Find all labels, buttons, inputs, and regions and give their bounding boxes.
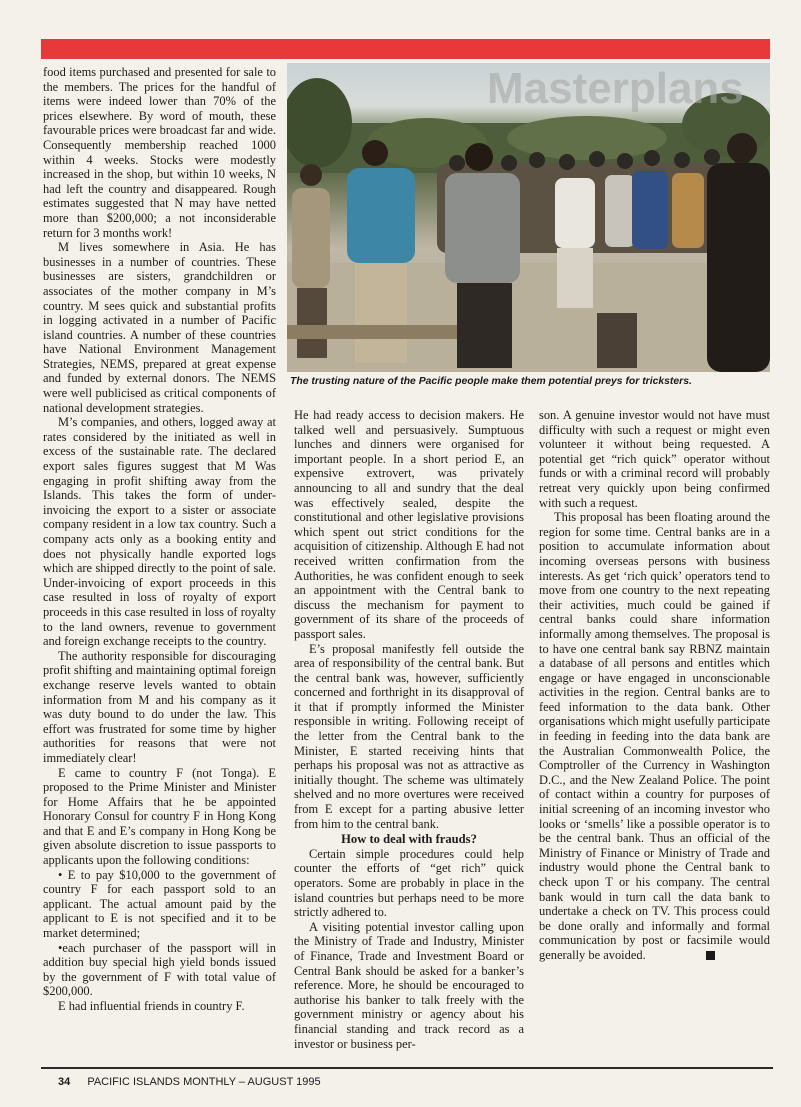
paragraph — [539, 510, 770, 962]
header-accent-bar — [41, 39, 770, 59]
article-column-2 — [294, 408, 524, 1051]
paragraph: food items purchased and presented for sale to the members. The prices for the handful of items were indeed lower than 70% of the prices elsewhere. By word of mouth, these favourable prices were broadcast far and wide. Consequently membership reached 1000 within 4 weeks. Stocks were modestly increased in the shop, but within 10 weeks, N had left the country and disappeared. Rough estimates suggested that N may have netted more than $200,000; a not inconsiderable return for 3 months work! — [43, 65, 276, 240]
bullet-paragraph: •each purchaser of the passport will in addition buy special high yield bonds issued by the government of F with total value of $200,000. — [43, 940, 276, 999]
bullet-paragraph: • E to pay $10,000 to the government of country F for each passport sold to an applicant. The actual amount paid by the applicant to E is not specified and it to be market determined; — [43, 867, 276, 941]
photo-caption: The trusting nature of the Pacific people make them potential preys for tricksters. — [290, 376, 692, 387]
paragraph: He had ready access to decision makers. He talked well and persuasively. Sumptuous lunches and dinners were organised for important people. In a short period E, an expensive extrovert, was privately announcing to all and sundry that the deal was effectively sealed, despite the constitutional and other legislative provisions which spent out strict conditions for the acquisition of citizenship. Although E had not received written confirmation from the Authorities, he was confident enough to seek an appointment with the Central bank to discuss the mechanism for payment to government of its share of the proceeds of passport sales. — [294, 408, 524, 641]
page-number: 34 — [58, 1076, 71, 1088]
paragraph: A visiting potential investor calling upon the Ministry of Trade and Industry, Minister of Finance, Trade and Investment Board or Central Bank should be asked for a banker’s reference. More, he should be encouraged to authorise his banker to talk freely with the government ministry or agency about his financial standing and track record as a investor or business per- — [294, 919, 524, 1051]
svg-text:Masterplans: Masterplans — [487, 64, 744, 113]
page-footer — [58, 1076, 321, 1088]
paragraph: E’s proposal manifestly fell outside the area of responsibility of the central bank. But the central bank was, however, sufficiently concerned and forthright in its disapproval of it that if promptly informed the Minister responsible in writing. Following receipt of the letter from the Central bank to the Minister, E started receiving hints that perhaps his proposal was not as attractive as initially thought. The scheme was ultimately shelved and no more overtures were received from E except for a parting abusive letter from him to the central bank. — [294, 641, 524, 831]
crowd-photo — [287, 63, 770, 372]
section-heading: How to deal with frauds? — [341, 832, 477, 847]
paragraph: The authority responsible for discouraging profit shifting and maintaining optimal foreign exchange reserve levels wanted to obtain information from M and his company as it was duty bound to do under the law. This effort was frustrated for some time by higher authorities for reasons that were not immediately clear! — [43, 648, 276, 765]
article-column-1 — [43, 65, 276, 1014]
paragraph: E came to country F (not Tonga). E proposed to the Prime Minister and Minister for Home Affairs that he be appointed Honorary Consul for country F in Hong Kong and that E and E’s company in Hong Kong be given absolute discretion to issue passports to applicants upon the following conditions: — [43, 765, 276, 868]
paragraph: E had influential friends in country F. — [58, 999, 245, 1013]
paragraph-text: This proposal has been floating around the region for some time. Central banks are in a position to accumulate information about incoming overseas persons with business interests. As get ‘rich quick’ operators tend to move from one country to the next repeating their activities, much could be gained if central banks could share information informally among themselves. The proposal is to have one central bank say RBNZ maintain a database of all persons and entitles which engage or have engaged in unconscionable activities in the region. Central banks are to feed information to the data bank. Other organisations which might usefully participate in feeding in feeding into the data bank are the Australian Commonwealth Police, the Comptroller of the Currency in Washington D.C., and the New Zealand Police. The point of contact within a country for purposes of initial screening of an incoming investor who looks or ‘smells’ like a possible operator is to be the central bank. Thus an official of the Ministry of Finance or Ministry of Trade and industry would phone the Central bank to check upon T or his company. The central bank would in turn call the data bank to undertake a check on TV. This process could be done orally and informally and formal communication by post or facsimile would generally be avoided. — [539, 510, 770, 962]
paragraph: M lives somewhere in Asia. He has businesses in a number of countries. These businesses are sisters, grandchildren or associates of the mother company in M’s country. M sees quick and substantial profits in logging activated in a number of Pacific island countries. A number of these countries have National Environment Management Strategies, NEMS, prepared at great expense and funded by external donors. The NEMS were well publicised as critical components of national development strategies. — [43, 240, 276, 415]
article-column-3 — [539, 408, 770, 963]
footer-rule — [41, 1067, 773, 1069]
end-of-article-icon — [706, 951, 715, 960]
publication-line: PACIFIC ISLANDS MONTHLY – AUGUST 1995 — [87, 1076, 321, 1088]
paragraph: M’s companies, and others, logged away at rates considered by the initiated as well in excess of the sustainable rate. The declared export sales figures suggest that M Was engaging in profit shifting away from the Islands. This takes the form of under-invoicing the export to a sister or associate company resident in a low tax country. Such a company acts only as a booking entity and does not physically handle exported logs which are shipped directly to the point of sale. Under-invoicing of export proceeds in this case resulted in loss of royalty of export proceeds in this case resulted in loss of royalty to the land owners, revenue to government and foreign exchange receipts to the country. — [43, 415, 276, 649]
paragraph: Certain simple procedures could help counter the efforts of “get rich” quick operators. Some are probably in place in the island countries but perhaps need to be more strictly adhered to. — [294, 846, 524, 920]
paragraph: son. A genuine investor would not have must difficulty with such a request or might even volunteer it without being requested. A potential get “rich quick” operator without funds or with a criminal record will probably retreat very quickly upon being confirmed with such a request. — [539, 408, 770, 510]
